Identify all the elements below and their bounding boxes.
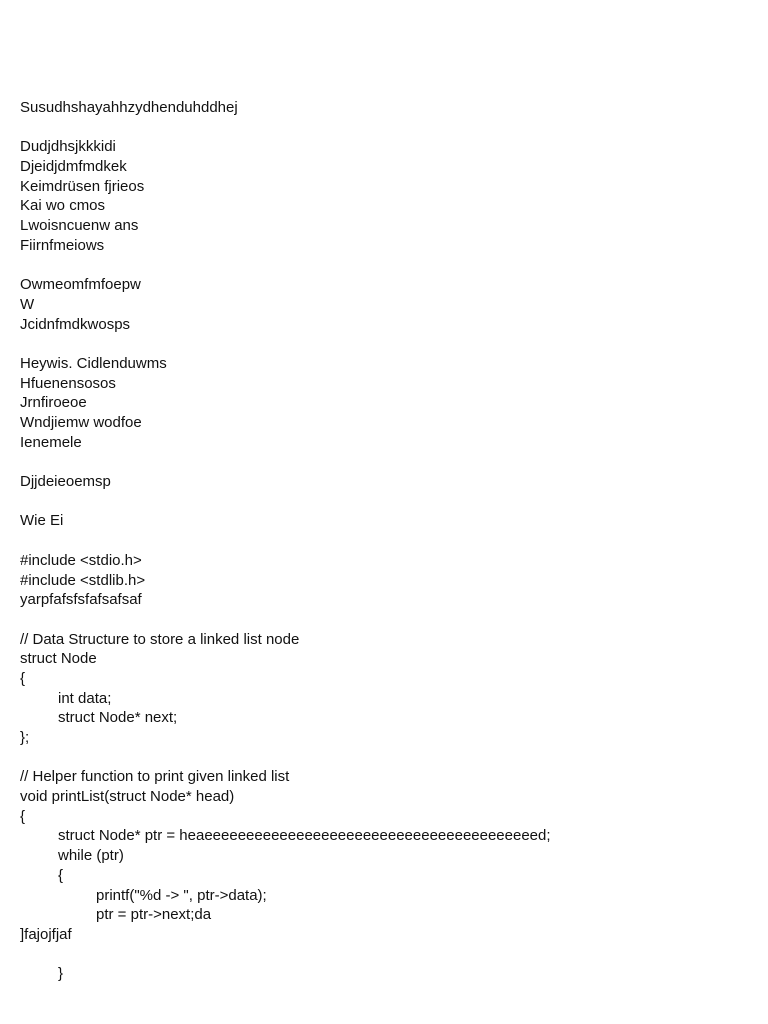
blank-line: [20, 748, 750, 768]
text-line: Djeidjdmfmdkek: [20, 158, 127, 176]
text-line: printf("%d -> ", ptr->data);: [96, 886, 267, 904]
text-line: int data;: [58, 689, 112, 707]
text-line: Djjdeieoemsp: [20, 473, 111, 491]
text-line: Susudhshayahhzydhenduhddhej: [20, 99, 238, 116]
text-line: while (ptr): [58, 847, 124, 865]
text-line: {: [20, 669, 26, 687]
text-line: {: [58, 866, 64, 884]
blank-line: [20, 492, 750, 512]
text-line: Keimdrüsen fjrieos: [20, 177, 145, 195]
text-line: Jrnfiroeoe: [20, 394, 87, 412]
text-line: #include <stdio.h>: [20, 551, 142, 569]
blank-line: [20, 334, 750, 354]
text-line: Wndjiemw wodfoe: [20, 414, 142, 431]
text-line: struct Node* ptr = heaeeeeeeeeeeeeeeeeeeeeeeeeeeeeeeeeeeeeeeeed;: [58, 827, 551, 845]
text-line: Kai wo cmos: [20, 197, 106, 215]
text-line: ]fajojfjaf: [20, 925, 72, 943]
text-line: struct Node: [20, 650, 97, 668]
text-line: Jcidnfmdkwosps: [20, 315, 131, 333]
text-line: // Helper function to print given linked list: [20, 768, 290, 786]
text-line: {: [20, 807, 26, 825]
text-line: struct Node* next;: [58, 709, 178, 727]
blank-line: [20, 945, 750, 965]
blank-line: [20, 531, 750, 551]
text-line: };: [20, 729, 30, 746]
text-line: ptr = ptr->next;da: [96, 906, 212, 924]
text-line: Wie Ei: [20, 512, 64, 530]
text-line: yarpfafsfsfafsafsaf: [20, 591, 142, 609]
text-line: Heywis. Cidlenduwms: [20, 354, 167, 372]
text-line: }: [58, 965, 64, 983]
blank-line: [20, 610, 750, 630]
text-line: Lwoisncuenw ans: [20, 217, 139, 235]
text-line: Owmeomfmfoepw: [20, 276, 141, 294]
blank-line: [20, 452, 750, 472]
text-line: // Data Structure to store a linked list node: [20, 630, 300, 648]
document-body: [20, 98, 750, 984]
blank-line: [20, 256, 750, 276]
text-line: Fiirnfmeiows: [20, 236, 105, 254]
blank-line: [20, 118, 750, 138]
text-line: Dudjdhsjkkkidi: [20, 138, 116, 156]
text-line: #include <stdlib.h>: [20, 571, 146, 589]
text-line: Hfuenensosos: [20, 374, 116, 392]
text-line: void printList(struct Node* head): [20, 788, 235, 806]
text-line: W: [20, 295, 35, 313]
text-line: Ienemele: [20, 433, 82, 451]
